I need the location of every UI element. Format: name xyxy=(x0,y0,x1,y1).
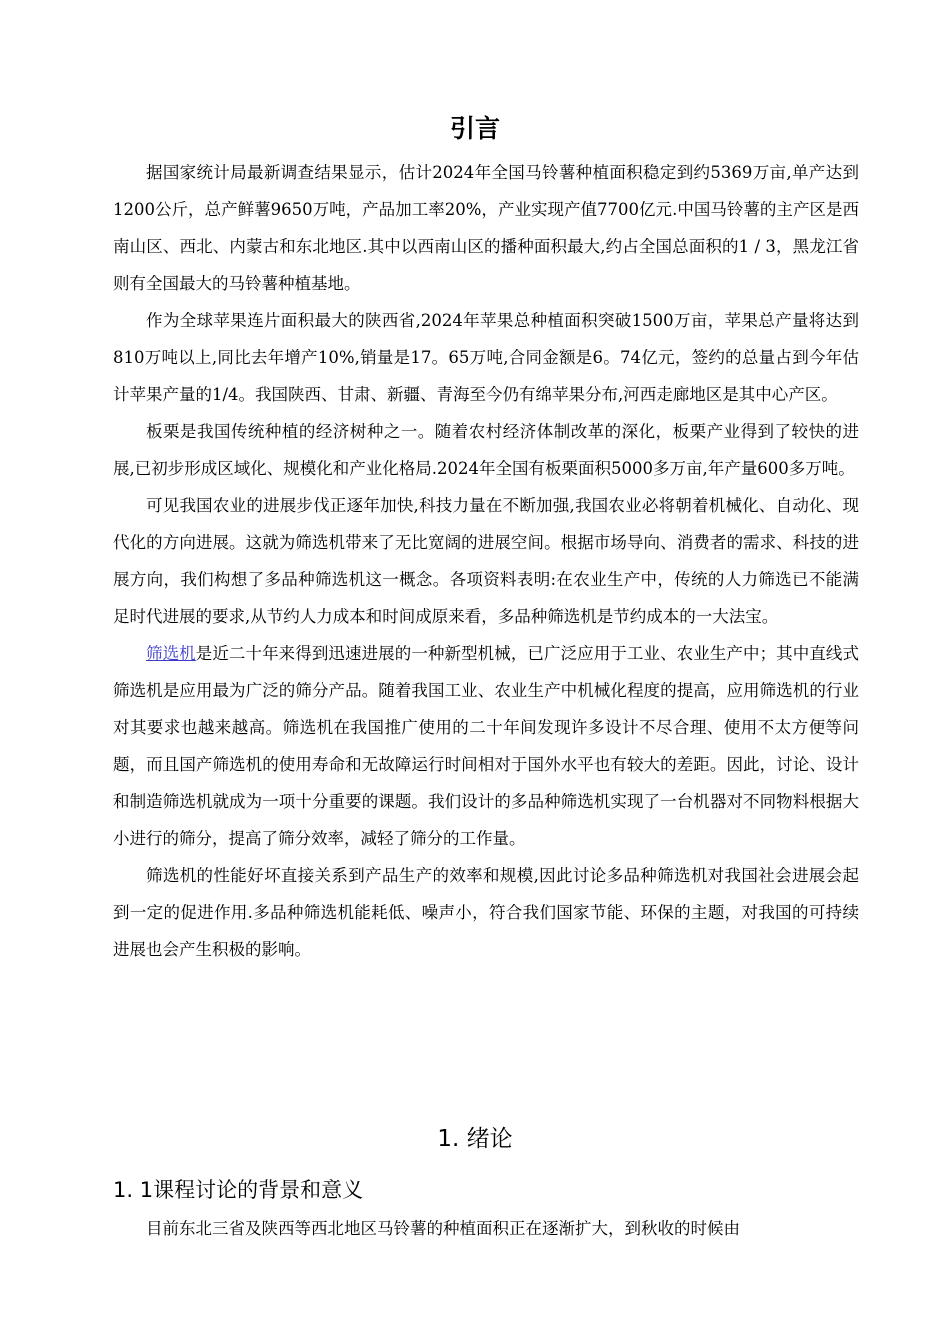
intro-body xyxy=(113,154,859,968)
section-heading: 1. 绪论 xyxy=(437,1126,513,1152)
paragraph-screening-machine xyxy=(113,635,859,857)
page-title: 引言 xyxy=(449,114,500,143)
paragraph-agriculture: 可见我国农业的进展步伐正逐年加快,科技力量在不断加强,我国农业必将朝着机械化、自动化、现代化的方向进展。这就为筛选机带来了无比宽阔的进展空间。根据市场导向、消费者的需求、科技的进展方向，我们构想了多品种筛选机这一概念。各项资料表明:在农业生产中，传统的人力筛选已不能满足时代进展的要求,从节约人力成本和时间成原来看，多品种筛选机是节约成本的一大法宝。 xyxy=(113,496,859,626)
subsection-body xyxy=(113,1210,859,1247)
paragraph-background: 目前东北三省及陕西等西北地区马铃薯的种植面积正在逐渐扩大，到秋收的时候由 xyxy=(146,1219,740,1238)
paragraph-conclusion: 筛选机的性能好坏直接关系到产品生产的效率和规模,因此讨论多品种筛选机对我国社会进展会起到一定的促进作用.多品种筛选机能耗低、噪声小，符合我们国家节能、环保的主题，对我国的可持续进展也会产生积极的影响。 xyxy=(113,866,859,959)
paragraph-apple: 作为全球苹果连片面积最大的陕西省,2024年苹果总种植面积突破1500万亩，苹果总产量将达到810万吨以上,同比去年增产10%,销量是17。65万吨,合同金额是6。74亿元，签约的总量占到今年估计苹果产量的1/4。我国陕西、甘肃、新疆、青海至今仍有绵苹果分布,河西走廊地区是其中心产区。 xyxy=(113,311,859,404)
paragraph-chestnut: 板栗是我国传统种植的经济树种之一。随着农村经济体制改革的深化，板栗产业得到了较快的进展,已初步形成区域化、规模化和产业化格局.2024年全国有板栗面积5000多万亩,年产量600多万吨。 xyxy=(113,422,859,478)
subsection-heading: 1. 1课程讨论的背景和意义 xyxy=(113,1178,364,1202)
paragraph-screening-machine-text: 是近二十年来得到迅速进展的一种新型机械，已广泛应用于工业、农业生产中；其中直线式筛选机是应用最为广泛的筛分产品。随着我国工业、农业生产中机械化程度的提高，应用筛选机的行业对其要求也越来越高。筛选机在我国推广使用的二十年间发现许多设计不尽合理、使用不太方便等问题，而且国产筛选机的使用寿命和无故障运行时间相对于国外水平也有较大的差距。因此，讨论、设计和制造筛选机就成为一项十分重要的课题。我们设计的多品种筛选机实现了一台机器对不同物料根据大小进行的筛分，提高了筛分效率，减轻了筛分的工作量。 xyxy=(113,644,859,848)
screening-machine-link[interactable]: 筛选机 xyxy=(146,644,196,663)
paragraph-potato: 据国家统计局最新调查结果显示，估计2024年全国马铃薯种植面积稳定到约5369万亩,单产达到1200公斤，总产鲜薯9650万吨，产品加工率20%，产业实现产值7700亿元.中国马铃薯的主产区是西南山区、西北、内蒙古和东北地区.其中以西南山区的播种面积最大,约占全国总面积的1 / 3，黑龙江省则有全国最大的马铃薯种植基地。 xyxy=(113,163,859,293)
